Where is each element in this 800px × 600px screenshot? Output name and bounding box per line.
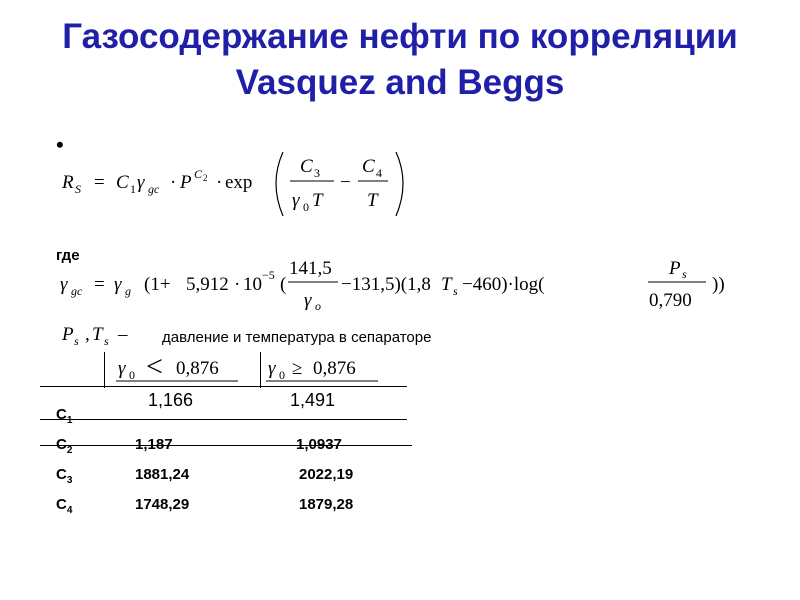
- gamma-g-symbol: γ: [114, 274, 122, 295]
- col1-gamma-subscript: 0: [129, 368, 135, 382]
- ps-ts-symbols: [58, 318, 158, 352]
- gamma0-subscript: 0: [303, 200, 309, 214]
- col2-gamma: γ: [268, 358, 276, 379]
- where-label: где: [56, 247, 80, 264]
- table-header-col2: [262, 350, 402, 384]
- minus-sign: −: [340, 172, 351, 193]
- rs-equals: =: [94, 172, 105, 193]
- table-rule-mid: [40, 419, 407, 420]
- ts-subscript-desc: s: [104, 334, 109, 348]
- c4-symbol: C: [362, 156, 375, 177]
- ten-base: 10: [243, 274, 262, 295]
- rs-symbol: R: [62, 172, 74, 193]
- ts-subscript: s: [453, 284, 458, 298]
- frac2-ps-subscript: s: [682, 267, 687, 281]
- row-value-col2: 1879,28: [299, 496, 354, 513]
- gamma-gc-lhs: γ: [60, 274, 68, 295]
- separator-description: давление и температура в сепараторе: [162, 329, 432, 346]
- row-value-col1: 1,187: [135, 436, 173, 453]
- col2-threshold: 0,876: [313, 358, 356, 379]
- row-value-col1: 1748,29: [135, 496, 190, 513]
- c1-symbol: C: [116, 172, 129, 193]
- frac1-numerator: 141,5: [289, 258, 332, 279]
- frac1-gamma-o: γ: [304, 290, 312, 311]
- c1-value-col1: 1,166: [148, 390, 194, 410]
- table-header-col1: [112, 350, 252, 384]
- ps-symbol: P: [62, 324, 74, 345]
- ten-exponent: −5: [262, 268, 275, 282]
- formula-gamma-gc: [56, 254, 746, 314]
- exp-function: exp: [225, 172, 253, 193]
- frac2-denominator: 0,790: [649, 290, 692, 311]
- col1-less-than: <: [146, 350, 163, 383]
- table-divider-1: [104, 352, 105, 388]
- row-value-col2: 1,0937: [296, 436, 342, 453]
- right-paren: [396, 152, 403, 216]
- dot-2: ·: [216, 172, 223, 193]
- table-divider-2: [260, 352, 261, 388]
- ps-ts-comma: ,: [85, 324, 90, 345]
- closing-parens: )): [712, 274, 725, 295]
- row-label: $C_3$: [56, 466, 73, 486]
- gamma-gc-subscript: gc: [148, 182, 160, 196]
- title-line-1: Газосодержание нефти по корреляции: [62, 17, 738, 56]
- p-symbol: P: [180, 172, 192, 193]
- ps-subscript: s: [74, 334, 79, 348]
- frac1-gamma-o-subscript: o: [315, 299, 321, 313]
- ts-symbol: T: [441, 274, 452, 295]
- gamma-gc-lhs-subscript: gc: [71, 284, 83, 298]
- c1-value-col2: 1,491: [290, 390, 336, 410]
- c3-subscript: 3: [314, 166, 320, 180]
- ggc-dot: ·: [234, 274, 241, 295]
- ggc-equals: =: [94, 274, 105, 295]
- c3-symbol: C: [300, 156, 313, 177]
- col2-gamma-subscript: 0: [279, 368, 285, 382]
- rs-subscript: S: [75, 182, 81, 196]
- col1-threshold: 0,876: [176, 358, 219, 379]
- slide-title: [0, 14, 800, 106]
- table-rule-bottom: [40, 445, 412, 446]
- gamma-gc-symbol: γ: [137, 172, 145, 193]
- row-value-col1: 1881,24: [135, 466, 190, 483]
- c2-symbol: C: [194, 167, 203, 181]
- gamma0-symbol: γ: [292, 190, 300, 211]
- row-label: $C_4$: [56, 496, 73, 516]
- row-value-col2: 2022,19: [299, 466, 354, 483]
- col2-geq: ≥: [292, 358, 303, 379]
- gamma-g-subscript: g: [125, 284, 131, 298]
- row-label: $C_1$: [56, 406, 73, 426]
- table-rule-top: [40, 386, 407, 387]
- row-label: $C_2$: [56, 436, 73, 456]
- minus-131: −131,5)(1,8: [341, 274, 431, 295]
- title-line-2: Vasquez and Beggs: [235, 63, 565, 102]
- t-symbol-1: T: [312, 190, 323, 211]
- minus-460-log: −460)·log(: [462, 274, 545, 295]
- ps-ts-dash: –: [118, 324, 128, 345]
- c4-subscript: 4: [376, 166, 382, 180]
- bullet-marker: •: [56, 132, 64, 157]
- formula-rs: [56, 148, 426, 220]
- col1-gamma: γ: [118, 358, 126, 379]
- left-paren: [276, 152, 283, 216]
- frac2-ps: P: [669, 258, 681, 279]
- ts-symbol-desc: T: [92, 324, 103, 345]
- dot-1: ·: [170, 172, 177, 193]
- coefficient: 5,912: [186, 274, 229, 295]
- open-paren-one-plus: (1+: [144, 274, 171, 295]
- small-open-paren: (: [280, 274, 287, 295]
- c2-subscript: 2: [203, 173, 208, 183]
- t-symbol-2: T: [367, 190, 378, 211]
- c1-subscript: 1: [130, 182, 136, 196]
